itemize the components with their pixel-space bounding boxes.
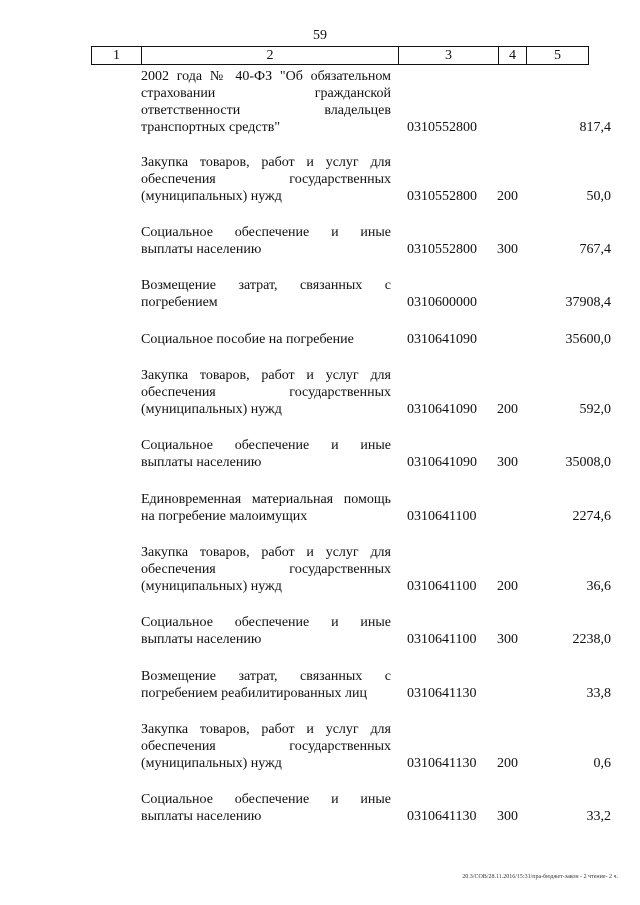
- row-name: Закупка товаров, работ и услуг для обеспечения государственных (муниципальных) нужд: [141, 155, 391, 204]
- row-type: 300: [497, 455, 518, 470]
- row-name: Закупка товаров, работ и услуг для обеспечения государственных (муниципальных) нужд: [141, 368, 391, 417]
- column-header-5: 5: [527, 47, 589, 65]
- column-header-1: 1: [92, 47, 142, 65]
- row-code: 0310641090: [407, 332, 477, 347]
- row-type: 200: [497, 579, 518, 594]
- row-code: 0310552800: [407, 242, 477, 257]
- page-number: 59: [313, 28, 327, 43]
- row-name: Закупка товаров, работ и услуг для обеспечения государственных (муниципальных) нужд: [141, 545, 391, 594]
- row-name: Единовременная материальная помощь на погребение малоимущих: [141, 492, 391, 524]
- row-code: 0310641130: [407, 756, 477, 771]
- row-name: Социальное обеспечение и иные выплаты населению: [141, 438, 391, 470]
- row-code: 0310641100: [407, 579, 477, 594]
- row-name: Закупка товаров, работ и услуг для обеспечения государственных (муниципальных) нужд: [141, 722, 391, 771]
- row-type: 300: [497, 242, 518, 257]
- row-type: 200: [497, 189, 518, 204]
- row-name: Социальное пособие на погребение: [141, 332, 354, 347]
- document-footer: 20.3/СОВ/28.11.2016/15:31/пра-бюджет-закон - 2 чтение- 2 ч.: [462, 874, 618, 880]
- row-type: 200: [497, 402, 518, 417]
- row-code: 0310641090: [407, 455, 477, 470]
- row-name: Социальное обеспечение и иные выплаты населению: [141, 792, 391, 824]
- row-amount: 2238,0: [572, 632, 611, 647]
- row-type: 300: [497, 632, 518, 647]
- row-type: 200: [497, 756, 518, 771]
- row-amount: 37908,4: [565, 295, 611, 310]
- row-name: Социальное обеспечение и иные выплаты населению: [141, 225, 391, 257]
- row-name: 2002 года № 40-ФЗ "Об обязательном страховании гражданской ответственности владельцев транспортных средств": [141, 69, 391, 135]
- row-amount: 36,6: [586, 579, 611, 594]
- row-amount: 33,2: [586, 809, 611, 824]
- row-name: Социальное обеспечение и иные выплаты населению: [141, 615, 391, 647]
- row-amount: 817,4: [579, 120, 611, 135]
- row-code: 0310641130: [407, 809, 477, 824]
- row-type: 300: [497, 809, 518, 824]
- row-name: Возмещение затрат, связанных с погребением: [141, 278, 391, 310]
- row-code: 0310552800: [407, 120, 477, 135]
- row-code: 0310552800: [407, 189, 477, 204]
- table-header: [91, 46, 589, 65]
- row-amount: 2274,6: [572, 509, 611, 524]
- row-code: 0310641100: [407, 632, 477, 647]
- column-header-3: 3: [399, 47, 499, 65]
- row-code: 0310641090: [407, 402, 477, 417]
- column-header-2: 2: [142, 47, 399, 65]
- row-amount: 767,4: [579, 242, 611, 257]
- column-header-4: 4: [499, 47, 527, 65]
- row-amount: 592,0: [579, 402, 611, 417]
- row-code: 0310641100: [407, 509, 477, 524]
- row-name: Возмещение затрат, связанных с погребением реабилитированных лиц: [141, 669, 391, 701]
- row-amount: 50,0: [586, 189, 611, 204]
- row-amount: 0,6: [593, 756, 611, 771]
- row-amount: 35008,0: [565, 455, 611, 470]
- row-amount: 33,8: [586, 686, 611, 701]
- row-code: 0310600000: [407, 295, 477, 310]
- row-code: 0310641130: [407, 686, 477, 701]
- row-amount: 35600,0: [565, 332, 611, 347]
